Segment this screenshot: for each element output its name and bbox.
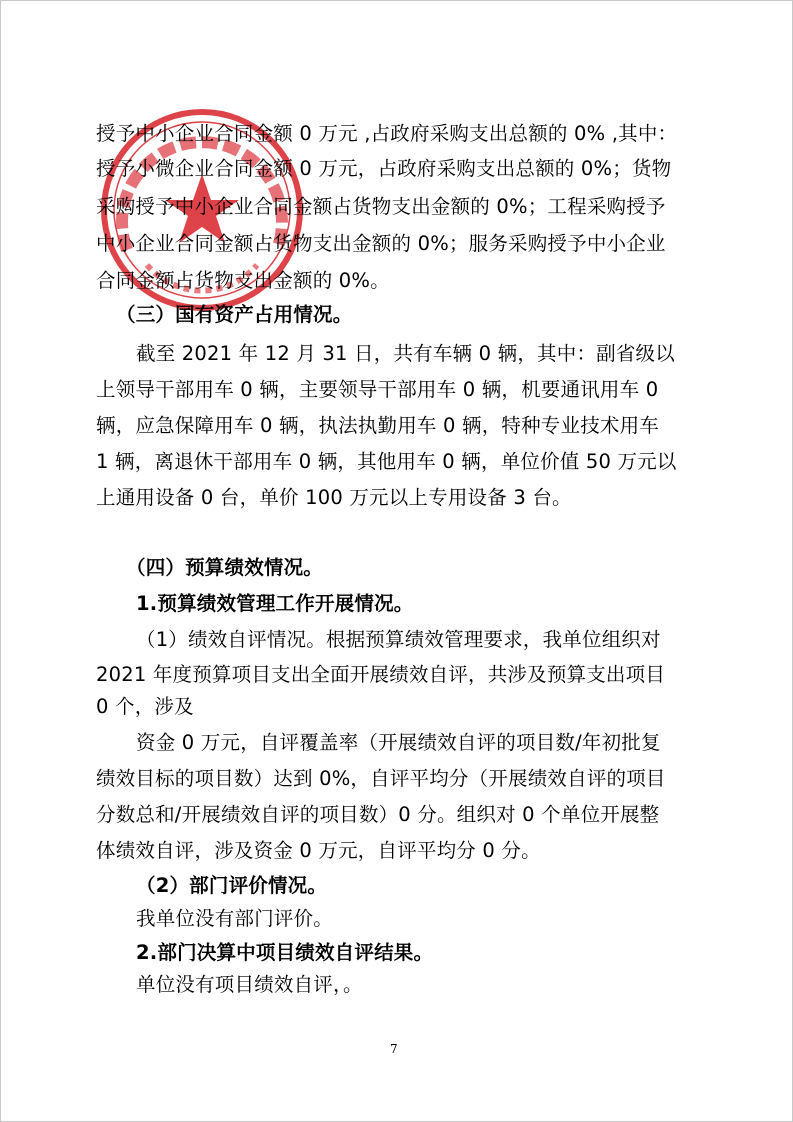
body-line: 绩效目标的项目数）达到 0%，自评平均分（开展绩效自评的项目 [96,767,666,790]
body-line: 合同金额占货物支出金额的 0%。 [96,269,390,292]
section-heading-3: （三）国有资产占用情况。 [116,303,353,326]
body-line: 采购授予中小企业合同金额占货物支出金额的 0%；工程采购授予 [96,195,666,218]
subsection-heading-dept-eval: （2）部门评价情况。 [136,874,328,897]
body-line-self-eval-heading: （1）绩效自评情况。根据预算绩效管理要求，我单位组织对 [136,628,661,651]
body-line: 上通用设备 0 台，单价 100 万元以上专用设备 3 台。 [96,486,572,509]
body-line: 授予小微企业合同金额 0 万元，占政府采购支出总额的 0%；货物 [96,157,672,180]
body-line: 授予中小企业合同金额 0 万元 ,占政府采购支出总额的 0% ,其中： [96,122,678,145]
body-line: 我单位没有部门评价。 [136,907,334,930]
body-line: 2021 年度预算项目支出全面开展绩效自评，共涉及预算支出项目 [96,663,666,686]
body-line: 辆，应急保障用车 0 辆，执法执勤用车 0 辆，特种专业技术用车 [96,414,660,437]
section-heading-4: （四）预算绩效情况。 [126,556,324,579]
subsection-heading-1: 1.预算绩效管理工作开展情况。 [136,592,414,615]
body-line: 0 个，涉及 [96,695,194,718]
body-line: 上领导干部用车 0 辆，主要领导干部用车 0 辆，机要通讯用车 0 [96,378,659,401]
body-line: 体绩效自评，涉及资金 0 万元，自评平均分 0 分。 [96,839,541,862]
page-number: 7 [390,1042,398,1056]
body-line: 截至 2021 年 12 月 31 日，共有车辆 0 辆，其中：副省级以 [136,342,675,365]
body-line: 单位没有项目绩效自评，。 [136,973,363,996]
body-line: 资金 0 万元，自评覆盖率（开展绩效自评的项目数/年初批复 [136,731,661,754]
subsection-heading-2: 2.部门决算中项目绩效自评结果。 [136,941,434,964]
body-line: 分数总和/开展绩效自评的项目数）0 分。组织对 0 个单位开展整 [96,803,660,826]
body-line: 中小企业合同金额占货物支出金额的 0%；服务采购授予中小企业 [96,232,666,255]
body-line: 1 辆，离退休干部用车 0 辆，其他用车 0 辆，单位价值 50 万元以 [96,450,677,473]
